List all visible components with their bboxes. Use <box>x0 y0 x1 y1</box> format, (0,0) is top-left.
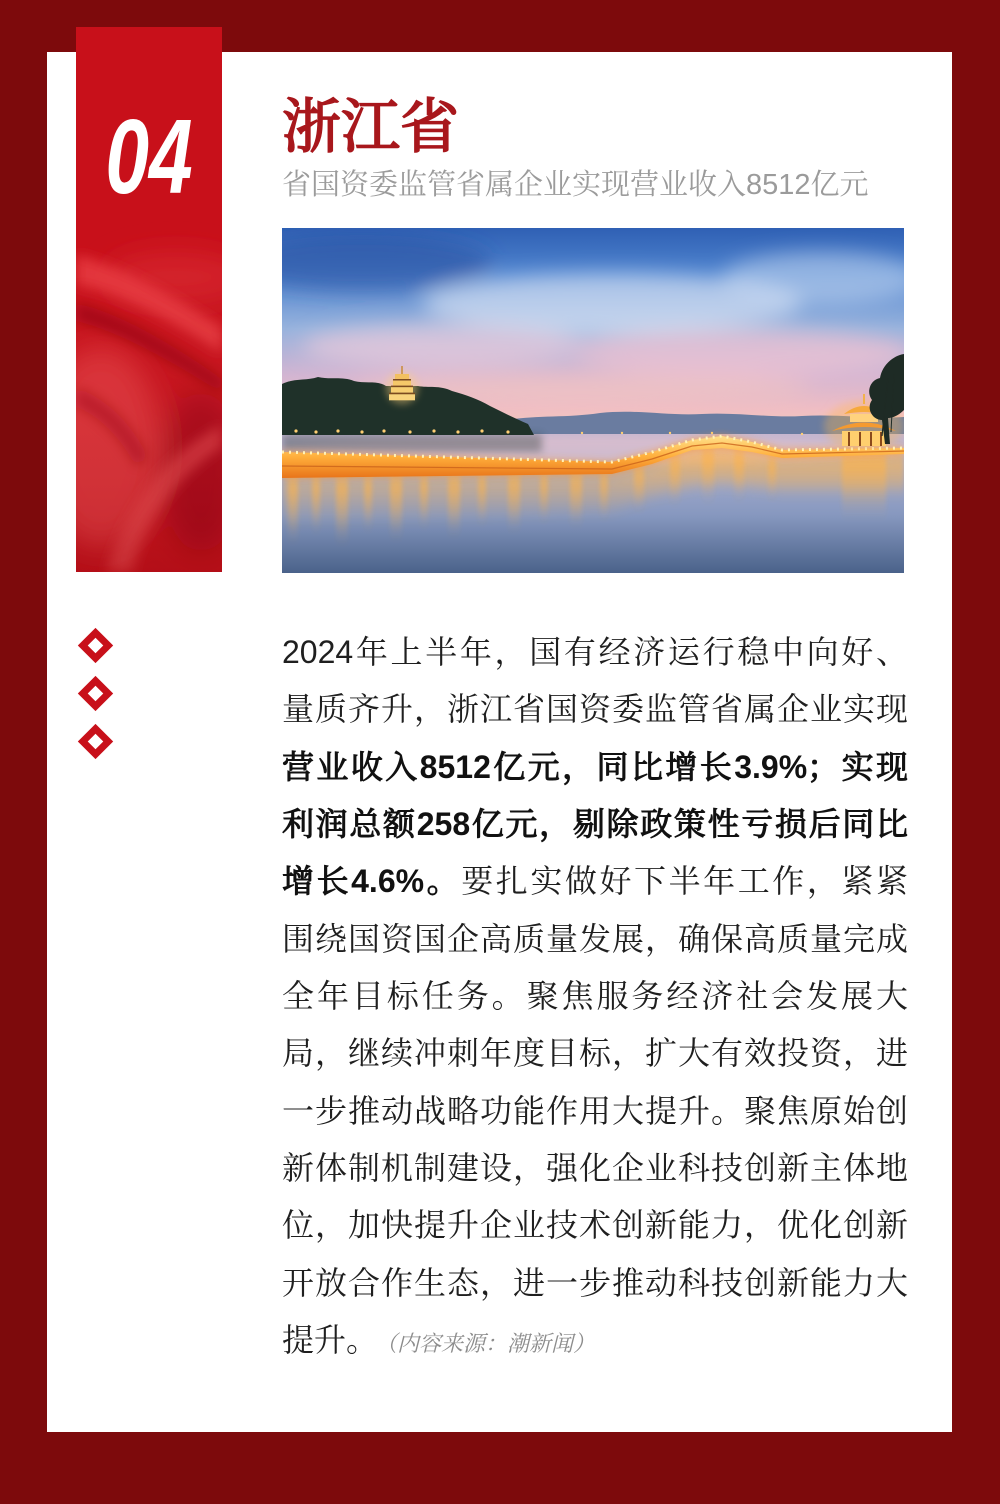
body-text: 要扎实做好下半年工作，紧紧 <box>461 863 908 900</box>
source-note: （内容来源：潮新闻） <box>386 1330 596 1356</box>
body-text: 位，加快提升企业技术创新能力，优化创新 <box>282 1207 908 1244</box>
body-line <box>282 968 908 1025</box>
highlight-text: 营业收入8512亿元，同比增长3.9%；实现 <box>282 748 908 785</box>
highlight-text: 利润总额258亿元，剔除政策性亏损后同比 <box>282 805 908 842</box>
body-line <box>282 911 908 968</box>
body-text: 新体制机制建设，强化企业科技创新主体地 <box>282 1149 908 1186</box>
body-line <box>282 624 908 681</box>
highlight-text: 增长4.6%。 <box>282 863 462 900</box>
section-number-text: 04 <box>105 98 193 216</box>
body-text: 开放合作生态，进一步推动科技创新能力大 <box>282 1264 908 1301</box>
body-line <box>282 1140 908 1197</box>
body-line <box>282 1025 908 1082</box>
body-line <box>282 681 908 738</box>
body-text: 围绕国资国企高质量发展，确保高质量完成 <box>282 920 908 957</box>
body-text: 提升。 <box>282 1321 379 1358</box>
photo-image <box>282 228 904 573</box>
body-text: 一步推动战略功能作用大提升。聚焦原始创 <box>282 1092 908 1129</box>
body-text: 全年目标任务。聚焦服务经济社会发展大 <box>282 977 908 1014</box>
body-text: 局，继续冲刺年度目标，扩大有效投资，进 <box>282 1035 908 1072</box>
section-number <box>76 97 222 217</box>
body-line <box>282 739 908 796</box>
article-body <box>282 624 908 1369</box>
body-line <box>282 1197 908 1254</box>
body-line <box>282 1312 908 1369</box>
body-line <box>282 853 908 910</box>
body-line <box>282 1083 908 1140</box>
body-text: 量质齐升，浙江省国资委监管省属企业实现 <box>282 691 908 728</box>
body-text: 2024年上半年，国有经济运行稳中向好、 <box>282 634 908 670</box>
section-number-block <box>76 27 222 572</box>
body-line <box>282 796 908 853</box>
body-line <box>282 1255 908 1312</box>
page-title: 浙江省 <box>282 94 460 160</box>
scenic-photo <box>282 228 904 573</box>
page-subtitle: 省国资委监管省属企业实现营业收入8512亿元 <box>282 169 869 201</box>
